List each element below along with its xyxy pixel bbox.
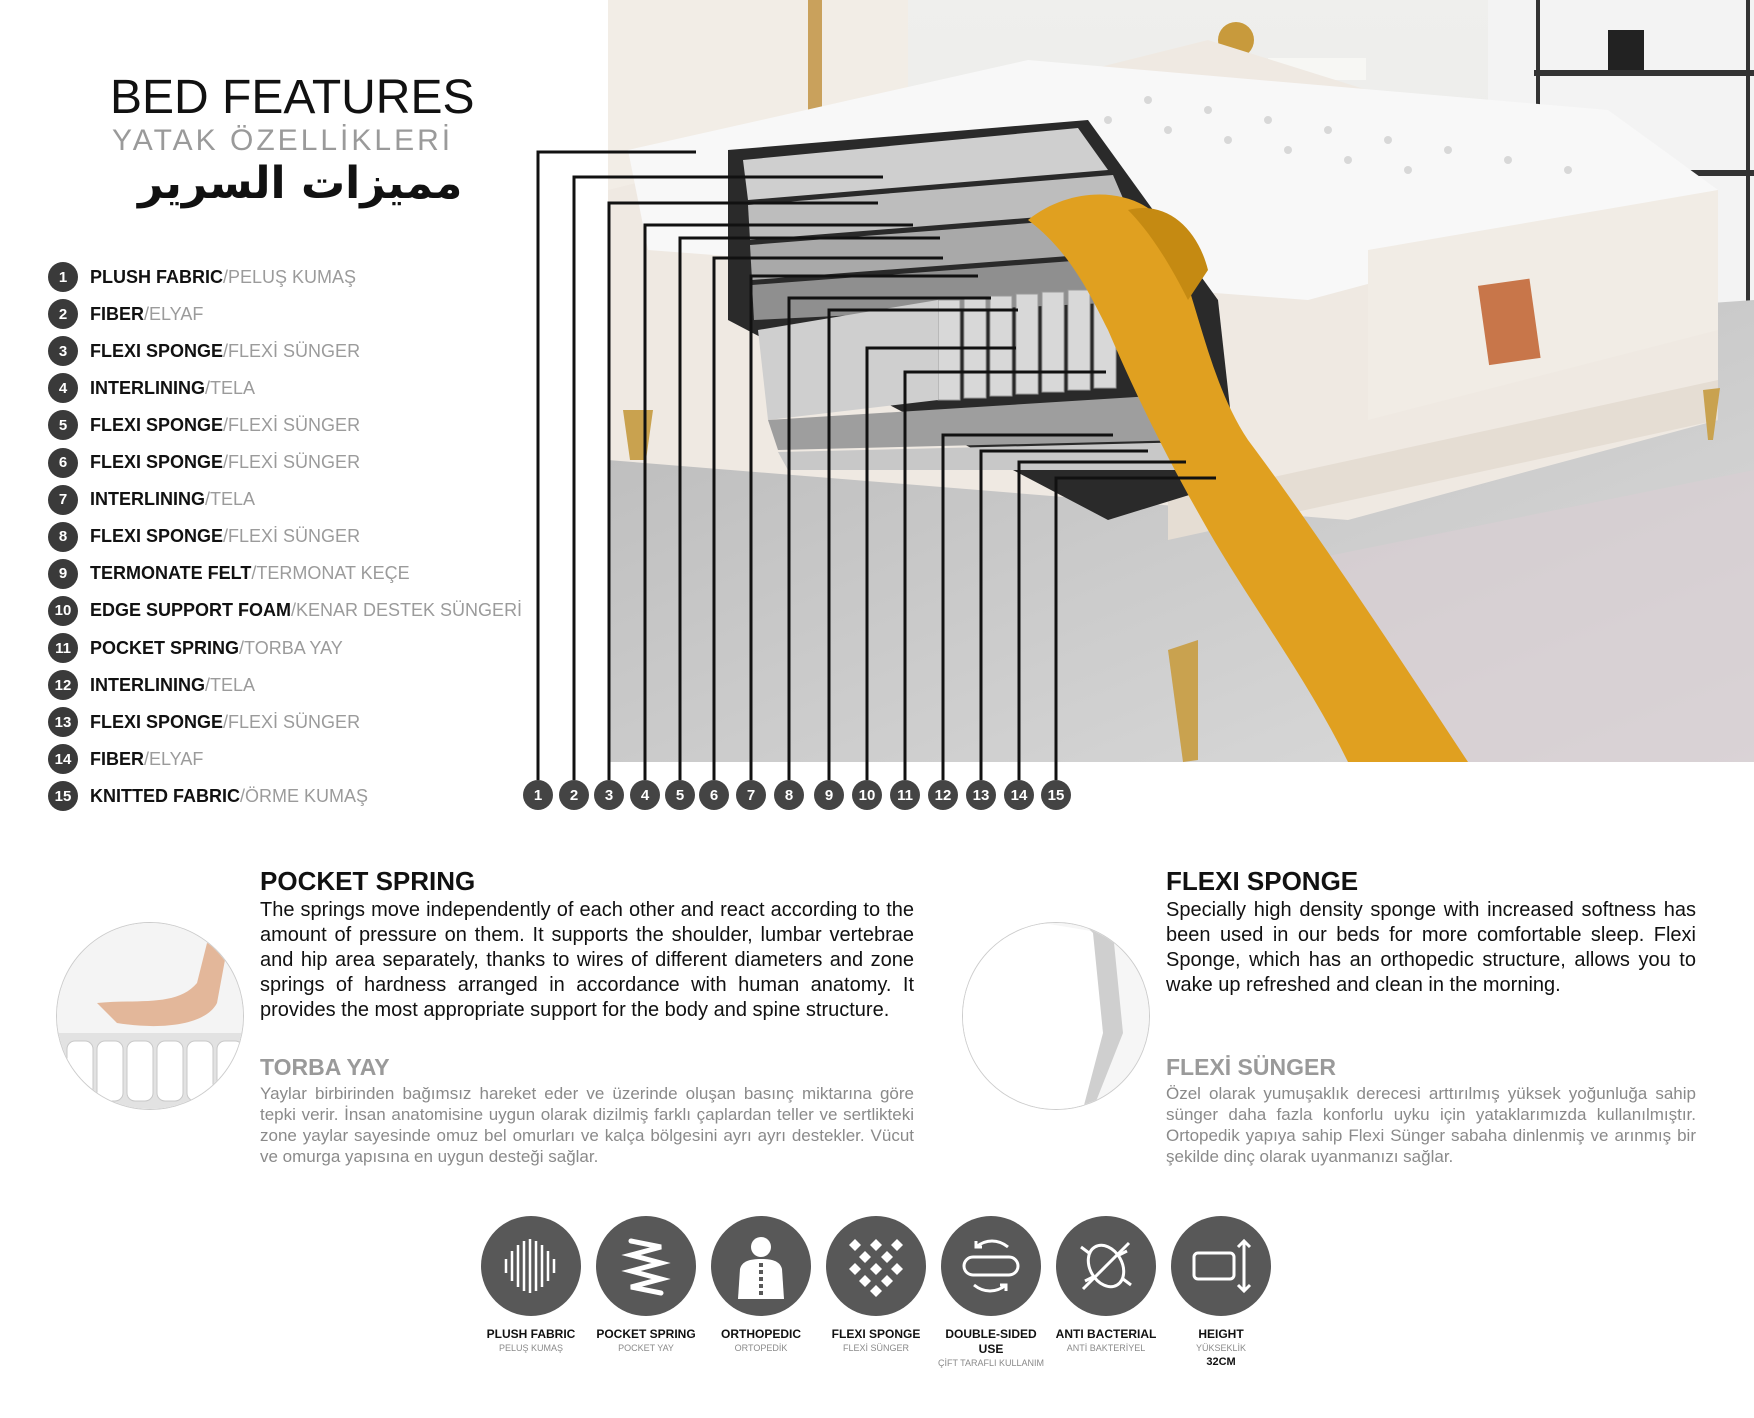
layer-number-chip: 13 (966, 780, 996, 810)
feature-name-en: FLEXI SPONGE (90, 526, 224, 547)
feature-name-tr: /KENAR DESTEK SÜNGERİ (291, 600, 523, 621)
feature-name-en: FLEXI SPONGE (90, 452, 224, 472)
feature-plush-fabric (476, 1216, 586, 1355)
feature-double-sided (936, 1216, 1046, 1370)
feature-number-badge: 12 (48, 670, 78, 700)
icon-label-tr: ANTİ BAKTERİYEL (1066, 1343, 1146, 1353)
feature-name-en: FLEXI SPONGE (90, 340, 224, 361)
icon-label: ANTI BACTERIAL (1055, 1327, 1157, 1341)
feature-name-tr: /FLEXİ SÜNGER (223, 526, 361, 547)
layer-number-chip: 3 (594, 780, 624, 810)
feature-name-tr: /PELUŞ KUMAŞ (223, 266, 357, 287)
feature-name-tr: /FLEXİ SÜNGER (223, 414, 361, 435)
icon-label-tr: ÇİFT TARAFLI KULLANIM (937, 1358, 1045, 1368)
layer-number-chip: 10 (852, 780, 882, 810)
feature-number-badge: 15 (48, 781, 78, 811)
feature-number-badge: 6 (48, 448, 78, 478)
layer-number-chip: 2 (559, 780, 589, 810)
feature-anti-bacterial (1051, 1216, 1161, 1355)
flexi-sponge-description: Specially high density sponge with increased softness has been used in our beds for more comfortable sleep. Flexi Sponge, which has an orthopedic structure, allows you to wake up refreshed and clean in the morning. (1166, 899, 1696, 996)
feature-flexi-sponge (821, 1216, 931, 1355)
height-value: 32CM (1206, 1356, 1236, 1368)
layer-number-chip: 5 (665, 780, 695, 810)
flexi-sponge-subtitle-tr: FLEXİ SÜNGER (1166, 1054, 1336, 1080)
feature-name-en: INTERLINING (90, 489, 205, 510)
feature-name-tr: /ELYAF (144, 303, 204, 324)
icon-label-tr: YÜKSEKLİK (1195, 1343, 1247, 1353)
feature-name-tr: /TELA (205, 377, 256, 398)
flexi-sponge-title: FLEXI SPONGE (1166, 866, 1359, 896)
icon-label: ORTHOPEDIC (720, 1327, 801, 1341)
icon-label: FLEXI SPONGE (831, 1327, 921, 1341)
feature-name-tr: /FLEXİ SÜNGER (223, 452, 361, 472)
feature-number-badge: 9 (48, 559, 78, 589)
feature-number-badge: 8 (48, 522, 78, 552)
feature-name-tr: /TERMONAT KEÇE (251, 563, 410, 584)
leader-line (789, 298, 991, 780)
icon-label: DOUBLE-SIDED USE (945, 1327, 1037, 1356)
layer-number-chip: 14 (1004, 780, 1034, 810)
height-icon (1171, 1216, 1271, 1316)
pocket-spring-title: POCKET SPRING (260, 866, 476, 896)
icon-label: POCKET SPRING (596, 1327, 696, 1341)
feature-name-tr: /TELA (205, 489, 256, 510)
feature-name-tr: /FLEXİ SÜNGER (223, 340, 361, 361)
plush-fabric-icon (481, 1216, 581, 1316)
layer-number-chip: 4 (630, 780, 660, 810)
leader-line (829, 310, 1018, 780)
feature-name-en: FIBER (90, 303, 144, 324)
feature-name-en: PLUSH FABRIC (90, 266, 224, 287)
layer-number-chip: 15 (1041, 780, 1071, 810)
feature-number-badge: 13 (48, 707, 78, 737)
flexi-sponge-description-tr: Özel olarak yumuşaklık derecesi arttırılmış yüksek yoğunluğa sahip sünger daha fazla konforlu uyku için yataklarımızda kullanılmıştır. Ortopedik yapıya sahip Flexi Sünger sabaha dinlenmiş ve arınmış bir şekilde dinç olarak uyanmanızı sağlar. (1166, 1084, 1696, 1166)
layer-number-chip: 1 (523, 780, 553, 810)
feature-number-badge: 3 (48, 336, 78, 366)
page-title: BED FEATURES (110, 71, 475, 124)
icon-label-tr: PELUŞ KUMAŞ (498, 1343, 564, 1353)
icon-label: PLUSH FABRIC (486, 1327, 576, 1341)
feature-number-badge: 10 (48, 596, 78, 626)
flexi-sponge-photo (962, 922, 1150, 1110)
feature-height (1166, 1216, 1276, 1369)
flexi-sponge-icon (826, 1216, 926, 1316)
feature-name-en: INTERLINING (90, 674, 205, 695)
feature-number-badge: 5 (48, 410, 78, 440)
feature-name-en: POCKET SPRING (90, 637, 240, 658)
feature-number-badge: 1 (48, 262, 78, 292)
leader-line (538, 152, 696, 780)
orthopedic-icon (711, 1216, 811, 1316)
feature-orthopedic (706, 1216, 816, 1355)
icon-label-tr: FLEXİ SÜNGER (842, 1343, 909, 1353)
feature-name-en: TERMONATE FELT (90, 563, 252, 584)
icon-label-tr: ORTOPEDİK (734, 1343, 788, 1353)
feature-name-en: FIBER (90, 748, 144, 769)
leader-line (609, 203, 878, 780)
feature-number-badge: 11 (48, 633, 78, 663)
page-title-arabic: مميزات السرير (138, 158, 463, 209)
leader-line (680, 238, 940, 780)
pocket-spring-icon (596, 1216, 696, 1316)
feature-pocket-spring (591, 1216, 701, 1355)
feature-name-tr: /TELA (205, 674, 256, 695)
layer-number-chip: 8 (774, 780, 804, 810)
leader-line (981, 451, 1148, 780)
leader-line (645, 225, 913, 780)
double-sided-icon (941, 1216, 1041, 1316)
layer-number-chip: 7 (736, 780, 766, 810)
leader-line (1056, 478, 1216, 780)
leader-line (943, 435, 1113, 780)
anti-bacterial-icon (1056, 1216, 1156, 1316)
leader-line (574, 177, 883, 780)
feature-number-badge: 2 (48, 299, 78, 329)
icon-label: HEIGHT (1198, 1327, 1244, 1341)
feature-name-tr: /TORBA YAY (239, 637, 343, 658)
pocket-spring-description-tr: Yaylar birbirinden bağımsız hareket eder ve üzerinde oluşan basınç miktarına göre tepki verir. İnsan anatomisine uygun olarak dizilmiş farklı çaplardan teller ve sertlikteki zone yaylar sayesinde omuz bel omurları ve kalça bölgesini ayrı ayrı destekler. Vücut ve omurga yapısına en uygun desteği sağlar. (260, 1084, 914, 1166)
feature-name-tr: /FLEXİ SÜNGER (223, 711, 361, 732)
feature-number-badge: 14 (48, 744, 78, 774)
feature-name-en: INTERLINING (90, 377, 205, 398)
feature-name-en: EDGE SUPPORT FOAM (90, 600, 292, 621)
feature-name-tr: /ÖRME KUMAŞ (240, 785, 369, 806)
layer-number-chip: 12 (928, 780, 958, 810)
layer-number-chip: 6 (699, 780, 729, 810)
feature-name-en: KNITTED FABRIC (90, 785, 240, 806)
feature-number-badge: 7 (48, 485, 78, 515)
icon-label-tr: POCKET YAY (618, 1343, 674, 1353)
leader-line (905, 372, 1106, 780)
pocket-spring-subtitle-tr: TORBA YAY (260, 1054, 390, 1080)
layer-number-chip: 9 (814, 780, 844, 810)
feature-name-tr: /ELYAF (144, 748, 204, 769)
feature-number-badge: 4 (48, 373, 78, 403)
page-title-turkish: YATAK ÖZELLİKLERİ (112, 124, 454, 157)
leader-line (1019, 462, 1186, 780)
feature-name-en: FLEXI SPONGE (90, 414, 224, 435)
pocket-spring-photo (56, 922, 244, 1110)
feature-name-en: FLEXI SPONGE (90, 711, 224, 732)
pocket-spring-description: The springs move independently of each other and react according to the amount of pressure on them. It supports the shoulder, lumbar vertebrae and hip area separately, thanks to wires of different diameters and zone springs of hardness arranged in accordance with human anatomy. It provides the most appropriate support for the body and spine structure. (260, 899, 914, 1021)
layer-number-chip: 11 (890, 780, 920, 810)
